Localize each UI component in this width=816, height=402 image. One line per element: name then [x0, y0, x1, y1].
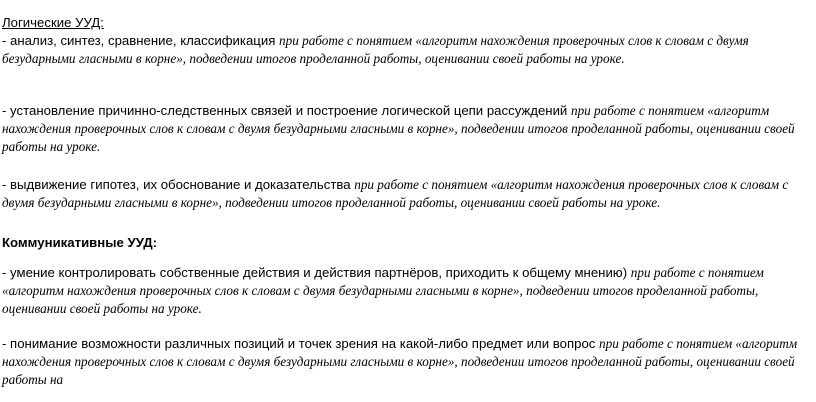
paragraph-viewpoints-italic: при работе с понятием «алгоритм нахождения проверочных слов к словам с двумя безударными гласными в корне», подведении итогов проделанной работы, оценивании своей работы на: [2, 336, 798, 387]
paragraph-causal-links-italic: при работе с понятием «алгоритм нахождения проверочных слов к словам с двумя безударными гласными в корне», подведении итогов проделанной работы, оценивании своей работы на уроке.: [2, 103, 795, 154]
paragraph-hypotheses: [2, 176, 810, 212]
heading-communicative-uud: Коммуникативные УУД:: [2, 235, 158, 250]
paragraph-causal-links: [2, 102, 810, 156]
paragraph-viewpoints-text: - понимание возможности различных позиций и точек зрения на какой-либо предмет или вопрос: [2, 336, 600, 351]
paragraph-hypotheses-text: - выдвижение гипотез, их обоснование и доказательства: [2, 177, 355, 192]
paragraph-self-control-text: - умение контролировать собственные действия и действия партнёров, приходить к общему мнению): [2, 265, 631, 280]
heading-logical-uud: Логические УУД:: [2, 15, 104, 30]
paragraph-analysis-italic: при работе с понятием «алгоритм нахождения проверочных слов к словам с двумя безударными гласными в корне», подведении итогов проделанной работы, оценивании своей работы на уроке.: [2, 33, 749, 66]
paragraph-hypotheses-italic: при работе с понятием «алгоритм нахождения проверочных слов к словам с двумя безударными гласными в корне», подведении итогов проделанной работы, оценивании своей работы на уроке.: [2, 177, 789, 210]
paragraph-self-control-italic: при работе с понятием «алгоритм нахождения проверочных слов к словам с двумя безударными гласными в корне», подведении итогов проделанной работы, оценивании своей работы на уроке.: [2, 265, 764, 316]
paragraph-analysis: [2, 32, 810, 68]
paragraph-analysis-text: - анализ, синтез, сравнение, классификация: [2, 33, 280, 48]
paragraph-causal-links-text: - установление причинно-следственных связей и построение логической цепи рассуждений: [2, 103, 571, 118]
paragraph-viewpoints: [2, 335, 810, 389]
paragraph-self-control: [2, 264, 810, 318]
